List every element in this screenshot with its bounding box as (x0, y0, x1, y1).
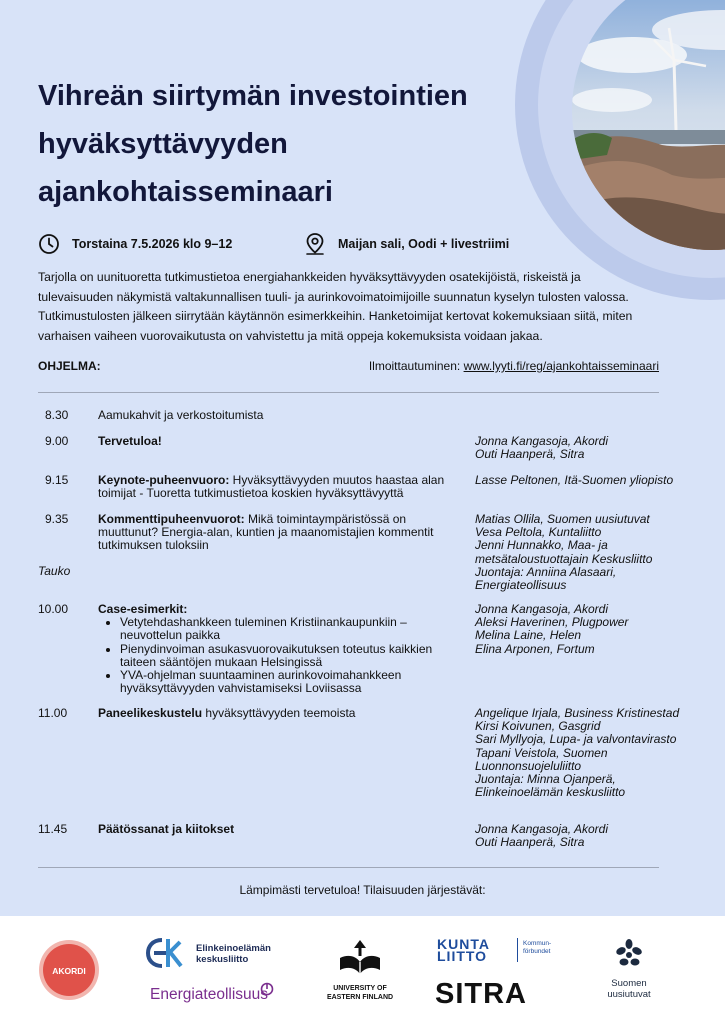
speaker: Melina Laine, Helen (475, 628, 582, 643)
agenda-time: 10.00 (38, 602, 69, 616)
akordi-logo-text: AKORDI (52, 966, 86, 976)
uef-logo-line2: EASTERN FINLAND (326, 994, 394, 1001)
uef-logo-line1: UNIVERSITY OF (333, 985, 387, 992)
kuntaliitto-line2: LIITTO (437, 948, 488, 964)
speaker: Luonnonsuojeluliitto (475, 758, 582, 773)
registration (369, 359, 659, 373)
leaf-cluster-icon (613, 938, 645, 972)
speaker: Lasse Peltonen, Itä-Suomen yliopisto (475, 473, 674, 487)
su-line2: uusiutuvat (607, 989, 651, 1000)
suomen-uusiutuvat-logo (597, 938, 661, 1008)
agenda-time: 8.30 (45, 408, 69, 422)
agenda-speakers (475, 603, 695, 656)
organizer-logos (0, 916, 725, 1024)
agenda-title: Case-esimerkit: (98, 602, 188, 616)
agenda-description (98, 474, 453, 500)
speaker: Jenni Hunnakko, Maa- ja (475, 538, 608, 553)
kuntaliitto-wordmark (437, 938, 490, 962)
agenda-description (98, 823, 453, 836)
case-list (98, 616, 453, 695)
program-heading: OHJELMA: (38, 359, 101, 373)
sitra-logo (435, 978, 560, 1010)
agenda-speakers (475, 707, 695, 799)
divider-bottom (38, 867, 659, 868)
registration-link[interactable]: www.lyyti.fi/reg/ajankohtaisseminaari (463, 359, 659, 373)
event-location-text: Maijan sali, Oodi + livestriimi (338, 237, 510, 251)
agenda-text: Hyväksyttävyyden muutos haastaa alan toimijat - Tuoretta tutkimustietoa koskien hyväksyttävyyttä (98, 473, 445, 501)
speaker: Jonna Kangasoja, Akordi (475, 602, 608, 616)
event-location (304, 232, 509, 256)
agenda-time: 9.15 (45, 473, 69, 487)
title-line-2: hyväksyttävyyden (38, 128, 288, 160)
clock-icon (38, 233, 60, 255)
agenda-time: 9.35 (45, 512, 69, 526)
uef-logo (320, 936, 400, 1006)
registration-label: Ilmoittautuminen: (368, 359, 461, 373)
agenda-description (98, 435, 453, 448)
speaker: Matias Ollila, Suomen uusiutuvat (475, 512, 650, 526)
agenda-title: Päätössanat ja kiitokset (98, 822, 235, 836)
agenda-title: Paneelikeskustelu (98, 706, 203, 720)
agenda-description (98, 513, 453, 553)
event-date (38, 232, 232, 256)
speaker: Elinkeinoelämän keskusliitto (475, 785, 626, 800)
agenda-title: Kommenttipuheenvuorot: (98, 512, 245, 526)
divider-top (38, 392, 659, 393)
agenda-speakers (475, 823, 695, 849)
agenda-title: Tervetuloa! (98, 434, 162, 448)
page-title (38, 72, 558, 216)
speaker: Angelique Irjala, Business Kristinestad (475, 706, 680, 720)
speaker: Aleksi Haverinen, Plugpower (475, 615, 629, 630)
agenda-time: 11.45 (38, 822, 68, 836)
intro-text: Tarjolla on uunituoretta tutkimustietoa energiahankkeiden hyväksyttävyyden osatekijöistä, riskeistä ja tulevaisuuden näkymistä valtakunnallisen tuuli- ja aurinkovoimatoimijoille suunnatun kyselyn tulosten valossa. Tutkimustulosten jälkeen siirrytään käytännön esimerkkeihin. Hanketoimijat kertovat kokemuksiaan siitä, miten varhaisen vaiheen vuorovaikutusta on vahvistettu ja mitä oppeja kokemuksista voidaan jakaa. (38, 270, 633, 343)
akordi-logo (38, 939, 100, 1001)
suomen-uusiutuvat-text (597, 978, 661, 1000)
agenda-time: 11.00 (38, 706, 68, 720)
agenda-description (98, 409, 453, 422)
agenda-description (98, 603, 453, 695)
agenda-text: Aamukahvit ja verkostoitumista (98, 408, 264, 422)
title-line-1: Vihreän siirtymän investointien (38, 80, 468, 112)
kuntaliitto-line1: KUNTA (437, 936, 490, 952)
kommunforbundet-line1: Kommun- (523, 940, 552, 947)
location-pin-icon (304, 232, 326, 256)
event-date-text: Torstaina 7.5.2026 klo 9–12 (72, 237, 233, 251)
speaker: Juontaja: Minna Ojanperä, (475, 772, 616, 787)
speaker: Outi Haanperä, Sitra (475, 835, 585, 850)
energiateollisuus-logo-text: Energiateollisuus (150, 986, 269, 1003)
ek-logo-line2: keskusliitto (196, 954, 249, 965)
speaker: Jonna Kangasoja, Akordi (475, 822, 608, 836)
ek-logo-line1: Elinkeinoelämän (196, 943, 271, 954)
speaker: Tapani Veistola, Suomen (475, 745, 608, 760)
welcome-text: Lämpimästi tervetuloa! Tilaisuuden järjestävät: (239, 883, 486, 897)
agenda-text: Mikä toimintaympäristössä on muuttunut? Energia-alan, kuntien ja maanomistajien kommentit tutkimuksen tuloksiin (98, 512, 434, 553)
title-line-3: ajankohtaisseminaari (38, 176, 333, 208)
speaker: Sari Myllyoja, Lupa- ja valvontavirasto (475, 732, 677, 747)
speaker: Kirsi Koivunen, Gasgrid (475, 719, 601, 734)
kommunforbundet-line2: förbundet (523, 948, 551, 955)
agenda-title: Keynote-puheenvuoro: (98, 473, 230, 487)
agenda-description (98, 707, 453, 720)
speaker: Jonna Kangasoja, Akordi (475, 434, 608, 448)
agenda-speakers (475, 513, 695, 592)
speaker: Elina Arponen, Fortum (475, 641, 595, 656)
energiateollisuus-logo (150, 982, 280, 1008)
speaker: Vesa Peltola, Kuntaliitto (475, 525, 602, 540)
case-item: • YVA-ohjelman suuntaaminen aurinkovoimahankkeen hyväksyttävyyden vahvistamiseksi Loviisassa (120, 669, 453, 695)
sitra-logo-text: SITRA (435, 978, 527, 1010)
kommunforbundet-text (523, 940, 551, 956)
su-line1: Suomen (611, 978, 647, 989)
speaker: metsätaloustuottajain Keskusliitto (475, 551, 653, 566)
case-item: • Pienydinvoiman asukasvuorovaikutuksen toteutus kaikkien taiteen sääntöjen mukaan Helsingissä (120, 643, 453, 669)
speaker: Outi Haanperä, Sitra (475, 447, 585, 462)
ek-logo (146, 936, 286, 970)
kuntaliitto-logo (437, 938, 567, 968)
energy-swirl-icon (260, 982, 274, 996)
uef-logo-text (320, 984, 400, 1002)
speaker: Juontaja: Anniina Alasaari, (475, 564, 617, 579)
agenda-text: hyväksyttävyyden teemoista (202, 706, 356, 720)
kuntaliitto-separator (517, 938, 518, 962)
agenda-speakers (475, 474, 695, 487)
agenda-speakers (475, 435, 695, 461)
speaker: Energiateollisuus (475, 578, 567, 593)
break-label: Tauko (38, 564, 71, 578)
agenda-time: 9.00 (45, 434, 69, 448)
case-item: • Vetytehdashankkeen tuleminen Kristiinankaupunkiin – neuvottelun paikka (120, 616, 453, 642)
